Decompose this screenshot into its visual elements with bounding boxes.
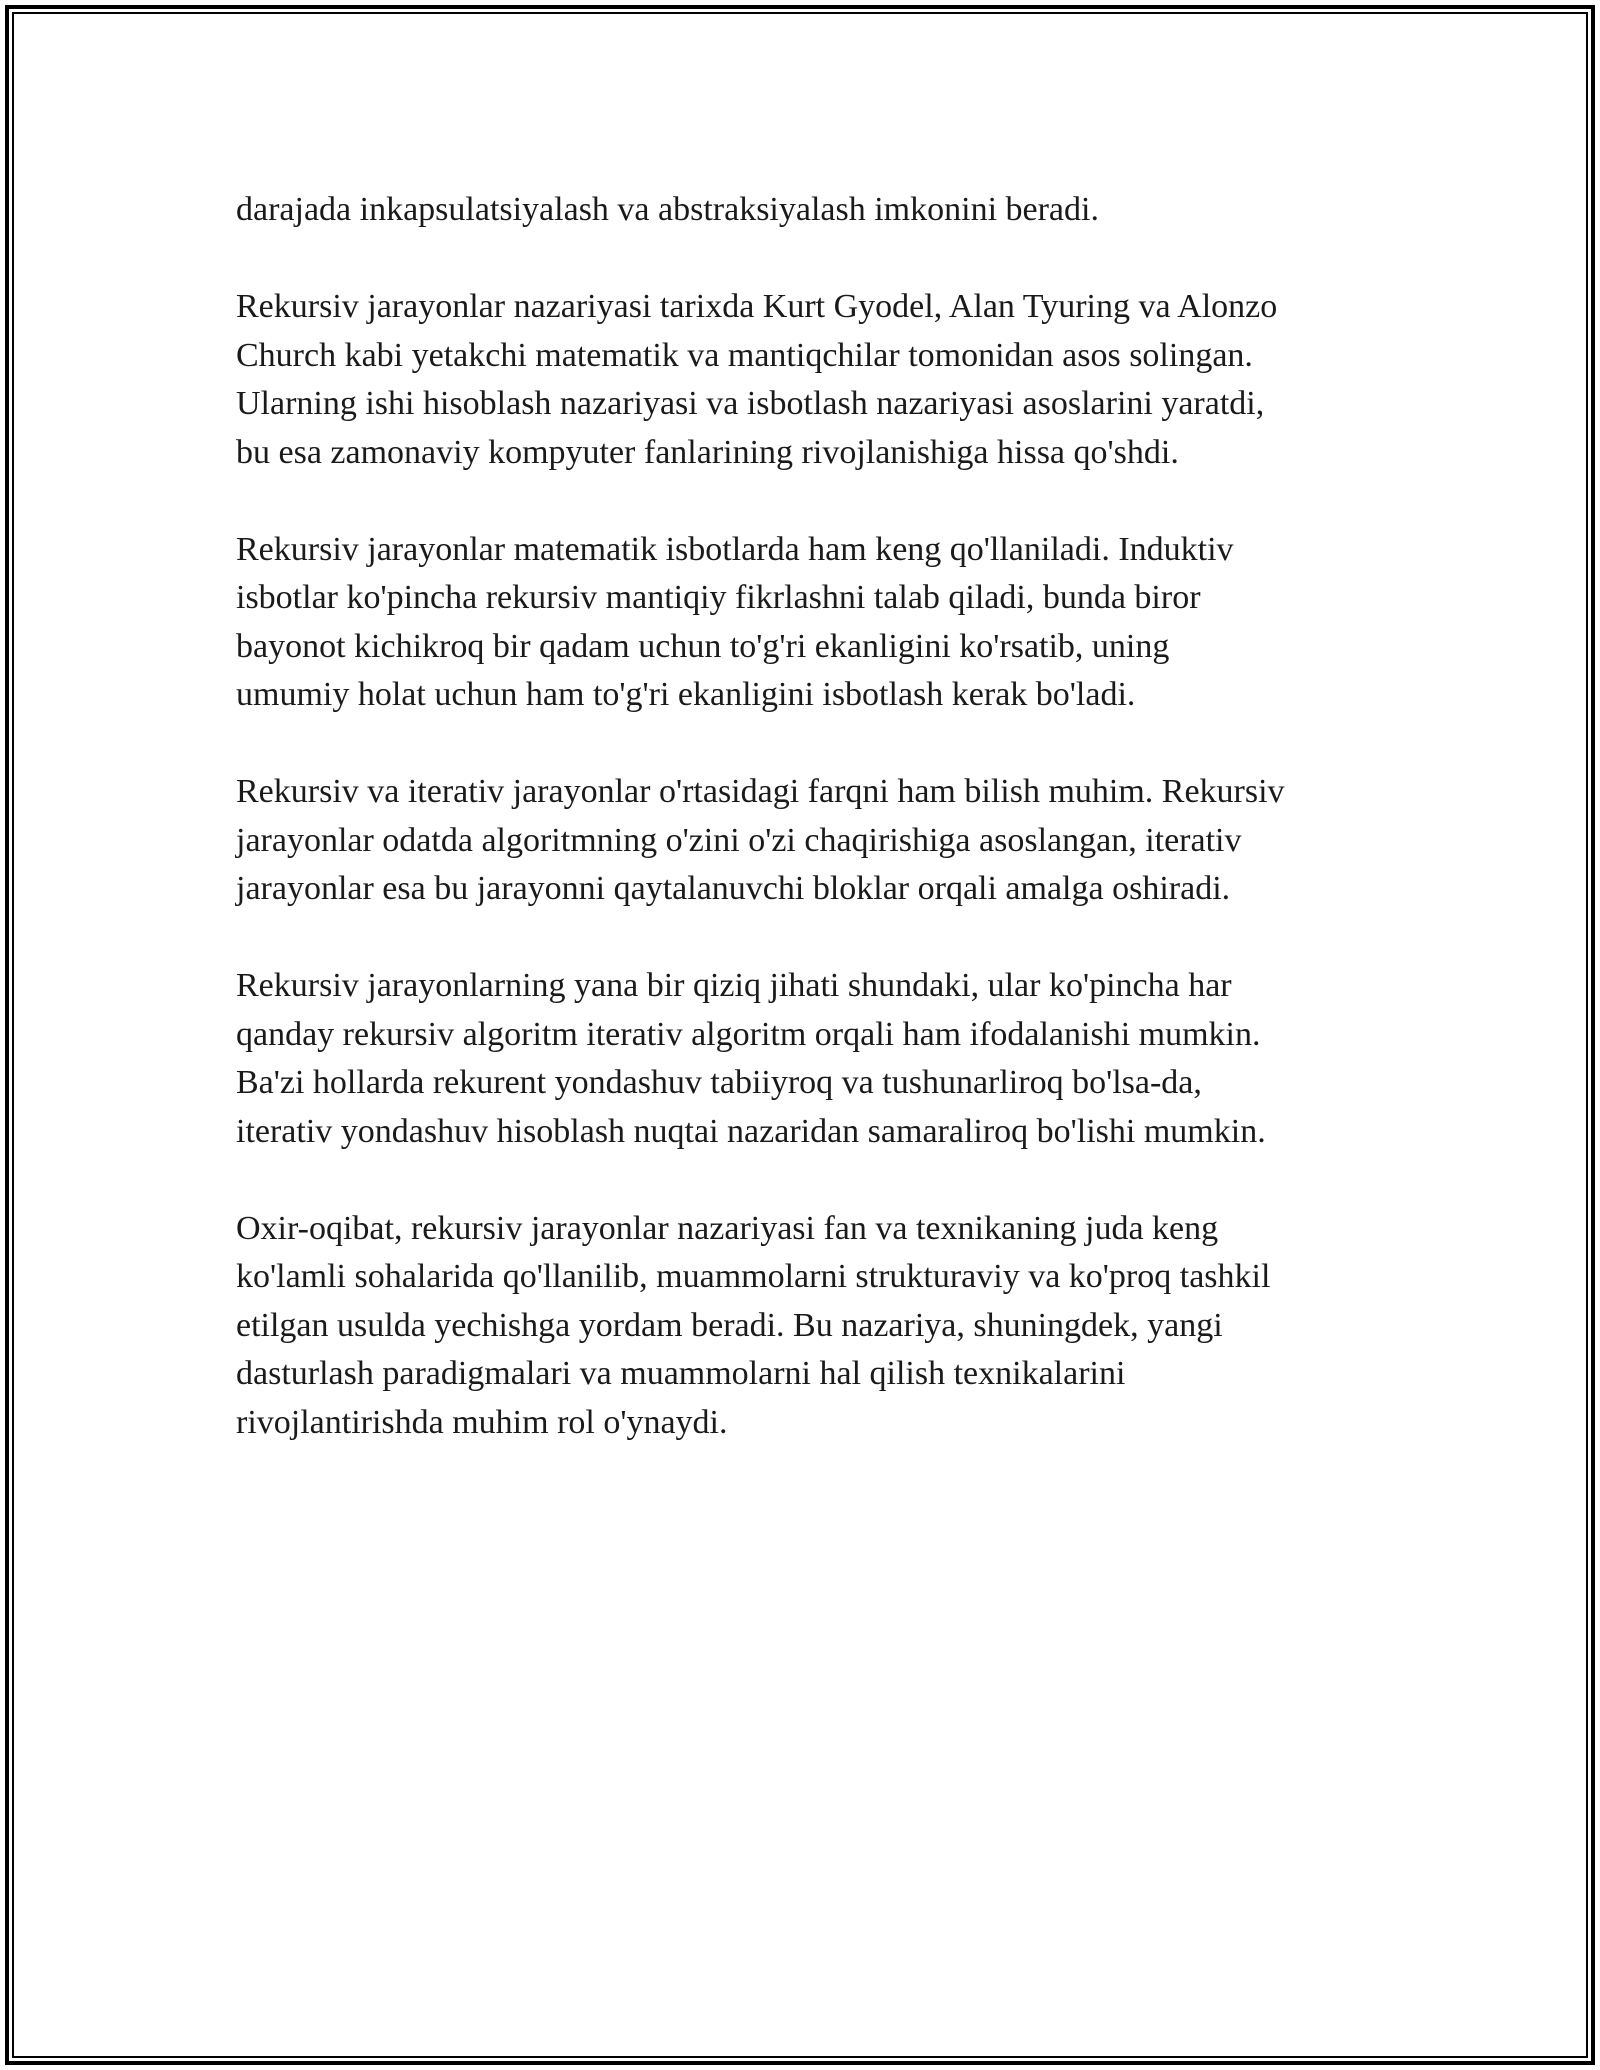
paragraph-4: Rekursiv va iterativ jarayonlar o'rtasidagi farqni ham bilish muhim. Rekursiv jarayonlar odatda algoritmning o'zini o'zi chaqirishiga asoslangan, iterativ jarayonlar esa bu jarayonni qaytalanuvchi bloklar orqali amalga oshiradi. <box>236 773 1285 907</box>
paragraph-3: Rekursiv jarayonlar matematik isbotlarda ham keng qo'llaniladi. Induktiv isbotlar ko'pincha rekursiv mantiqiy fikrlashni talab qiladi, bunda biror bayonot kichikroq bir qadam uchun to'g'ri ekanligini ko'rsatib, uning umumiy holat uchun ham to'g'ri ekanligini isbotlash kerak bo'ladi. <box>236 530 1234 713</box>
paragraph-6: Oxir-oqibat, rekursiv jarayonlar nazariyasi fan va texnikaning juda keng ko'lamli sohalarida qo'llanilib, muammolarni strukturaviy va ko'proq tashkil etilgan usulda yechishga yordam beradi. Bu nazariya, shuningdek, yangi dasturlash paradigmalari va muammolarni hal qilish texnikalarini rivojlantirishda muhim rol o'ynaydi. <box>236 1209 1271 1441</box>
paragraph-2: Rekursiv jarayonlar nazariyasi tarixda Kurt Gyodel, Alan Tyuring va Alonzo Church kabi yetakchi matematik va mantiqchilar tomonidan asos solingan. Ularning ishi hisoblash nazariyasi va isbotlash nazariyasi asoslarini yaratdi, bu esa zamonaviy kompyuter fanlarining rivojlanishiga hissa qo'shdi. <box>236 288 1278 471</box>
paragraph-5: Rekursiv jarayonlarning yana bir qiziq jihati shundaki, ular ko'pincha har qanday rekursiv algoritm iterativ algoritm orqali ham ifodalanishi mumkin. Ba'zi hollarda rekurent yondashuv tabiiyroq va tushunarliroq bo'lsa-da, iterativ yondashuv hisoblash nuqtai nazaridan samaraliroq bo'lishi mumkin. <box>236 967 1266 1150</box>
document-body <box>236 186 1396 1496</box>
paragraph-1: darajada inkapsulatsiyalash va abstraksiyalash imkonini beradi. <box>236 191 1099 228</box>
